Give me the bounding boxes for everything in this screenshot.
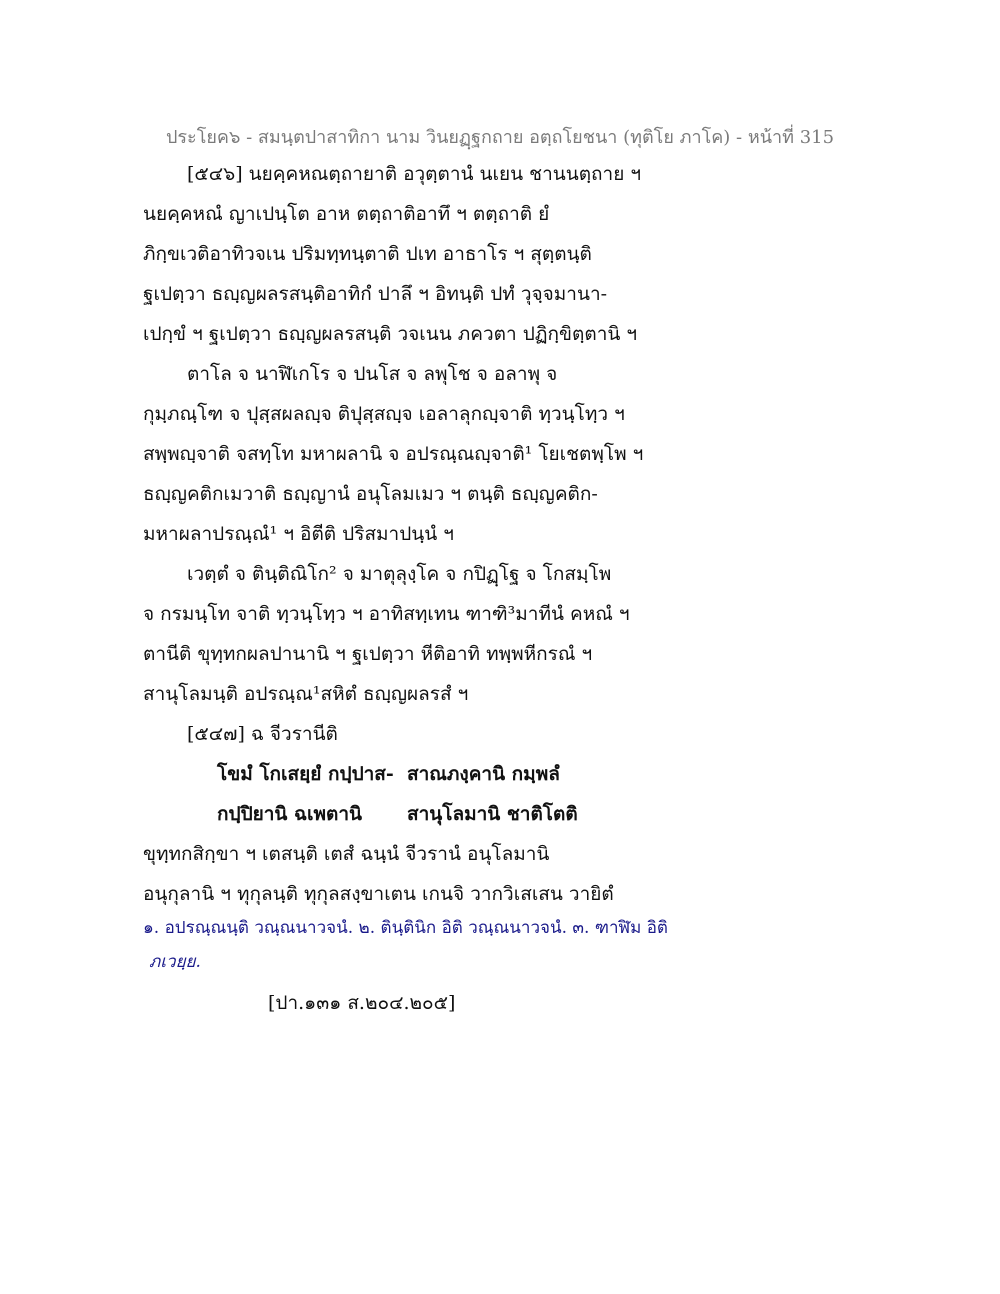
page-reference: [ปา.๑๓๑ ส.๒๐๔.๒๐๕] [268,992,456,1014]
text-line: สพฺพญฺจาติ จสทฺโท มหาผลานิ จ อปรณฺณญฺจาติ¹ โยเชตพฺโพ ฯ [143,443,644,465]
verse-half: สานุโลมานิ ชาติโตติ [407,803,578,825]
text-line: มหาผลาปรณฺณํ¹ ฯ อิตีติ ปริสมาปนฺนํ ฯ [143,523,454,545]
text-line: [๕๔๗] ฉ จีวรานีติ [187,723,338,745]
text-line: จ กรมนฺโท จาติ ทฺวนฺโทฺว ฯ อาทิสทฺเทน ฑาฑิ³มาทีนํ คหณํ ฯ [143,603,630,625]
text-line: นยคฺคหณํ ญาเปนฺโต อาห ตตฺถาติอาทึ ฯ ตตฺถาติ ยํ [143,203,550,225]
text-line: สานุโลมนฺติ อปรณฺณ¹สหิตํ ธญฺญผลรสํ ฯ [143,683,469,705]
text-line: ภิกฺขเวติอาทิวจเน ปริมทฺทนฺตาติ ปเท อาธาโร ฯ สุตฺตนฺติ [143,243,592,265]
text-line: เวตฺตํ จ ตินฺติณิโก² จ มาตุลุงฺโค จ กปิฏฺโฐ จ โกสมฺโพ [187,563,612,585]
verse-half: กปฺปิยานิ ฉเพตานิ [217,803,362,825]
text-line: ฐเปตฺวา ธญฺญผลรสนฺติอาทิกํ ปาลึ ฯ อิทนฺติ ปทํ วุจฺจมานา- [143,283,608,305]
text-line: อนุกุลานิ ฯ ทุกุลนฺติ ทุกุลสงฺขาเตน เกนจิ วากวิเสเสน วายิตํ [143,883,614,905]
verse-half: โขมํ โกเสยฺยํ กปฺปาส- [217,763,394,785]
footnote-line: ๑. อปรณฺณนฺติ วณฺณนาวจนํ. ๒. ตินฺตินิก อิติ วณฺณนาวจนํ. ๓. ฑาฬิม อิติ [143,918,668,938]
verse-line [143,760,743,800]
footnote-line: ภเวยฺย. [149,952,201,972]
text-line: เปกฺขํ ฯ ฐเปตฺวา ธญฺญผลรสนฺติ วจเนน ภควตา ปฏิกฺขิตฺตานิ ฯ [143,323,638,345]
text-line: ตาโล จ นาฬิเกโร จ ปนโส จ ลพุโช จ อลาพุ จ [187,363,558,385]
text-line: กุมฺภณฺโฑ จ ปุสฺสผลญฺจ ติปุสฺสญฺจ เอลาลุกญฺจาติ ทฺวนฺโทฺว ฯ [143,403,625,425]
verse-line [143,800,743,840]
text-line: ขุทฺทกสิกฺขา ฯ เตสนฺติ เตสํ ฉนฺนํ จีวรานํ อนุโลมานิ [143,843,550,865]
body-text [143,160,743,920]
verse-half: สาณภงฺคานิ กมฺพลํ [407,763,560,785]
text-line: ตานีติ ขุทฺทกผลปานานิ ฯ ฐเปตฺวา หีติอาทิ ทพฺพหีกรณํ ฯ [143,643,593,665]
page-header: ประโยค๖ - สมนฺตปาสาทิกา นาม วินยฏฺฐกถาย อตฺถโยชนา (ทุติโย ภาโค) - หน้าที่ 315 [165,127,835,148]
text-line: [๕๔๖] นยคฺคหณตฺถายาติ อวุตฺตานํ นเยน ชานนตฺถาย ฯ [187,163,642,185]
footnotes [143,916,668,984]
text-line: ธญฺญคติกเมวาติ ธญฺญานํ อนุโลมเมว ฯ ตนฺติ ธญฺญคติก- [143,483,598,505]
